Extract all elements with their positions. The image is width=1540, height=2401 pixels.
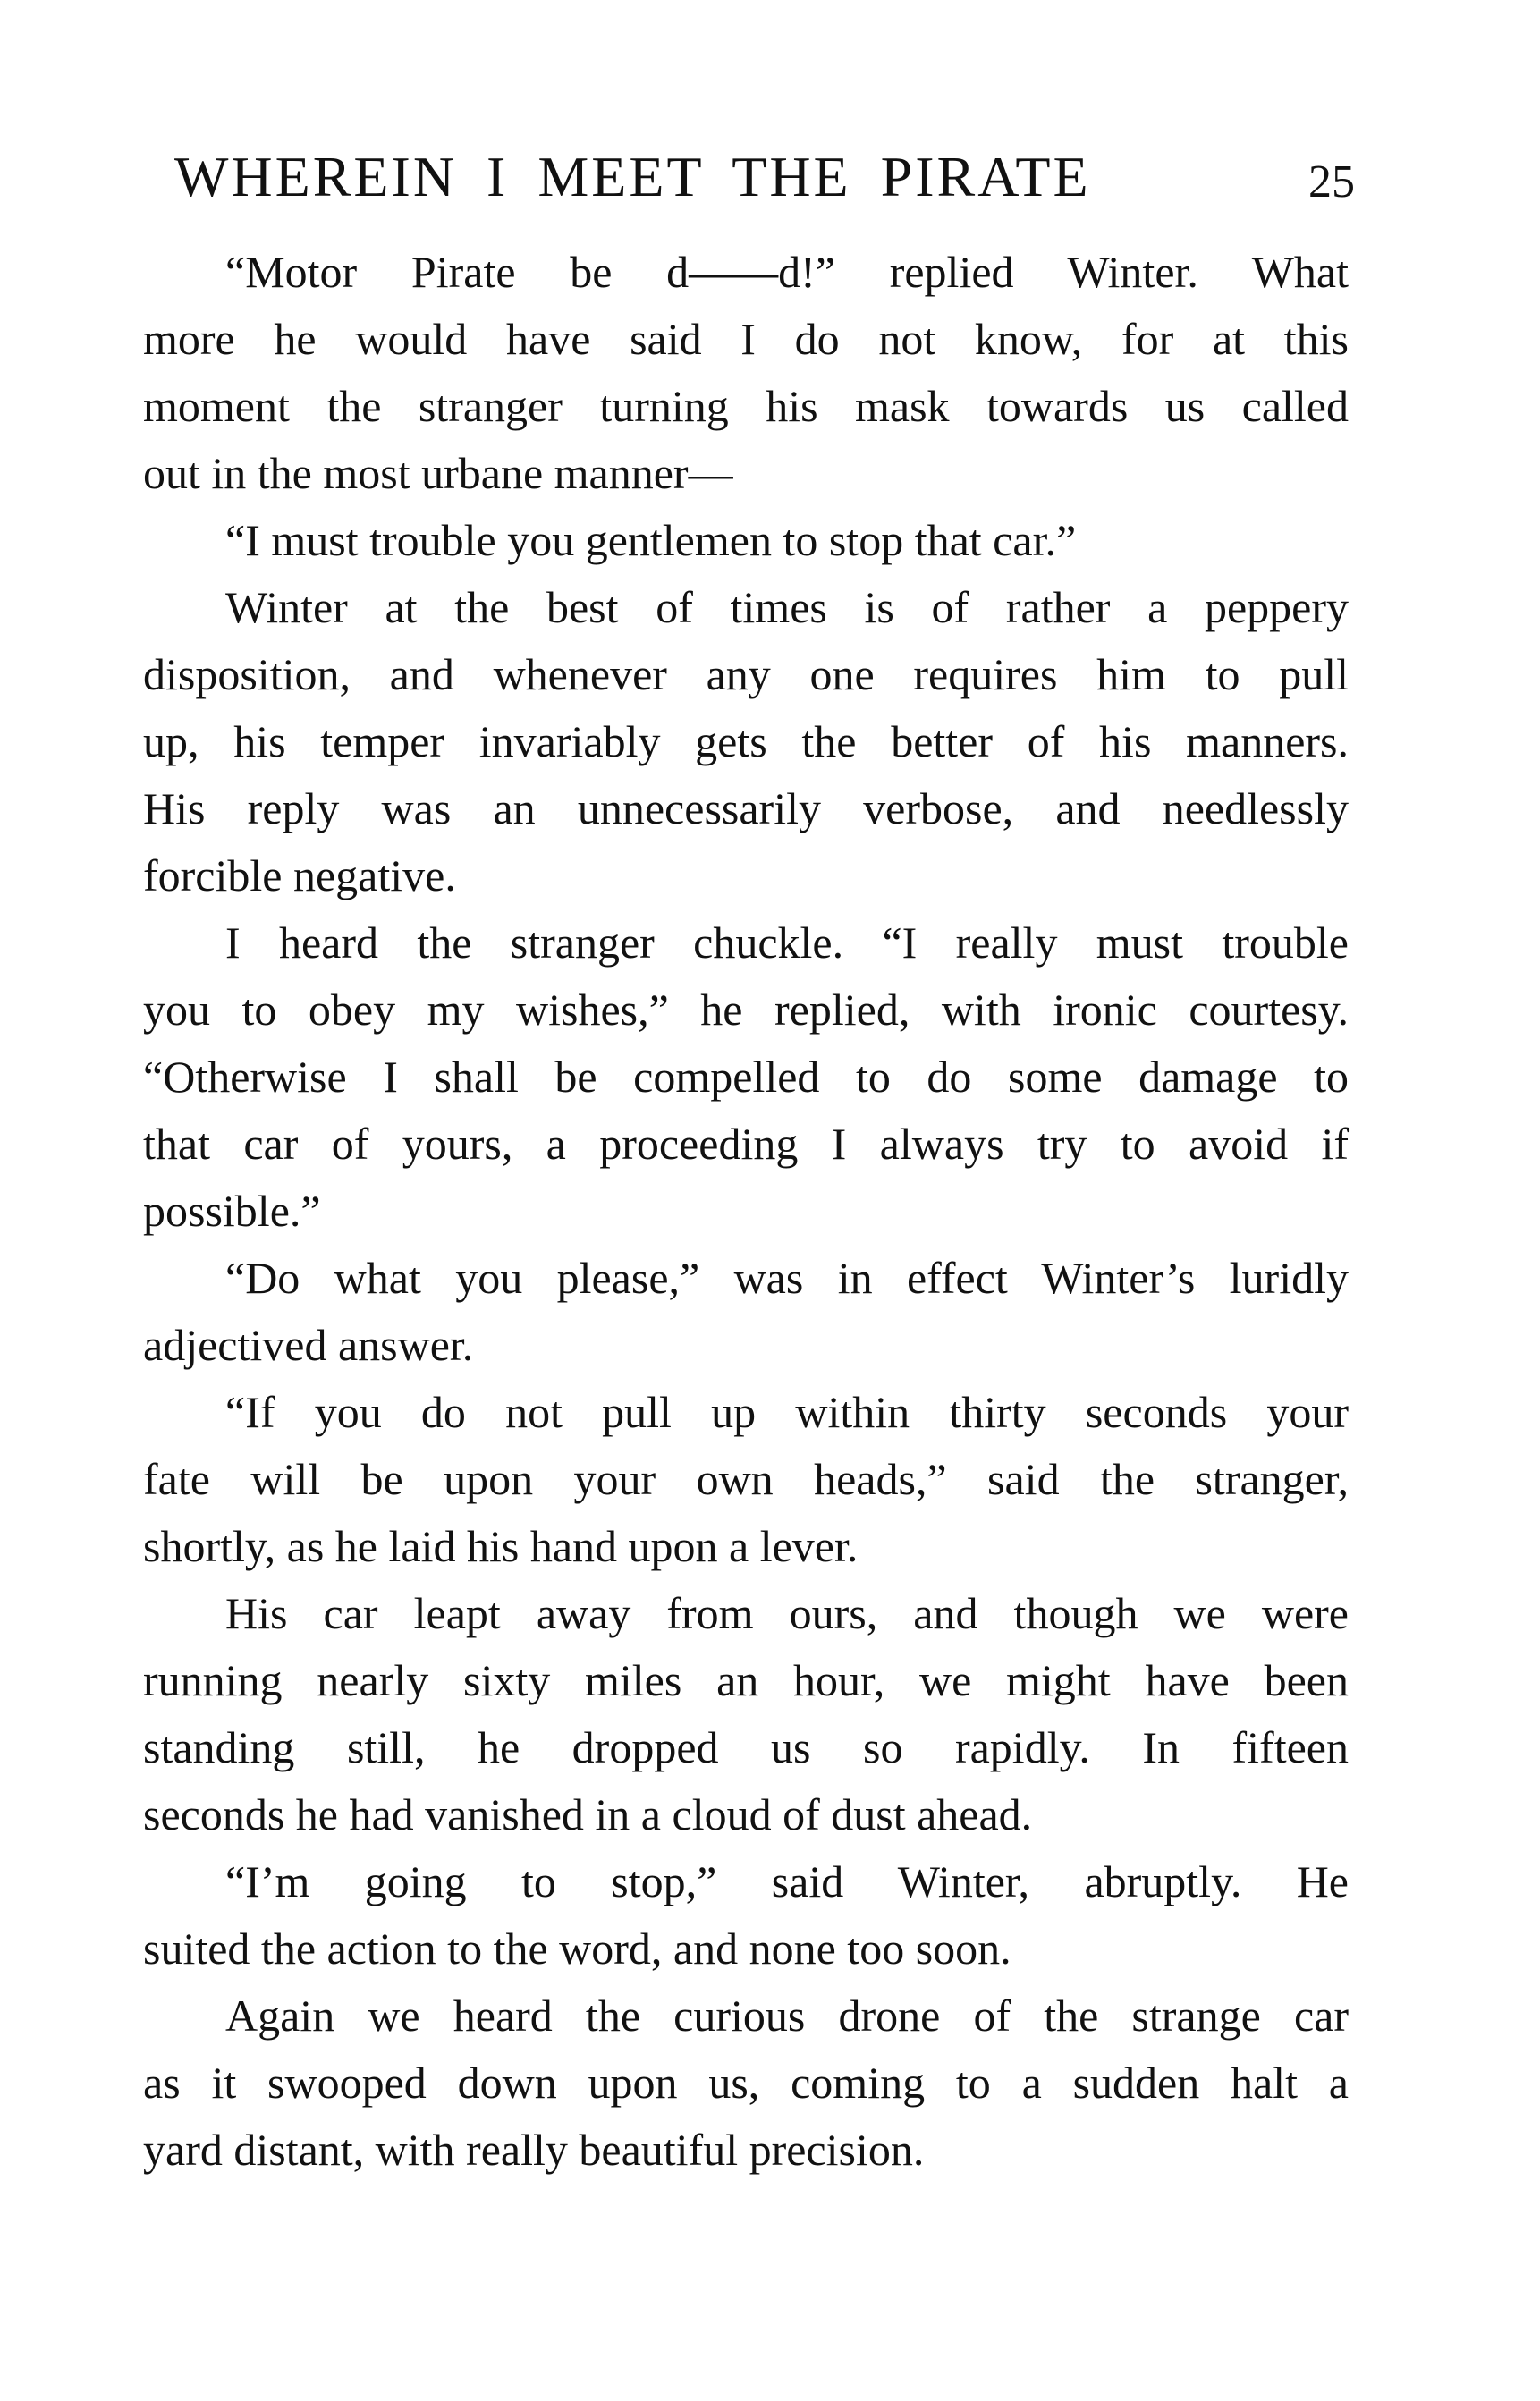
text-line: I heard the stranger chuckle. “I really must trouble [225, 917, 1349, 968]
text-line: His car leapt away from ours, and though we were [225, 1588, 1349, 1638]
text-line: up, his temper invariably gets the better of his manners. [143, 716, 1349, 766]
text-line: “Motor Pirate be d——d!” replied Winter. What [225, 247, 1349, 297]
text-line: His reply was an unnecessarily verbose, and needlessly [143, 783, 1349, 833]
text-line: yard distant, with really beautiful precision. [143, 2125, 925, 2175]
text-line: running nearly sixty miles an hour, we might have been [143, 1655, 1349, 1705]
running-title: WHEREIN I MEET THE PIRATE [174, 145, 1091, 208]
text-line: moment the stranger turning his mask towards us called [143, 381, 1349, 431]
text-line: that car of yours, a proceeding I always try to avoid if [143, 1119, 1349, 1169]
text-line: suited the action to the word, and none too soon. [143, 1923, 1011, 1974]
text-line: disposition, and whenever any one requires him to pull [143, 649, 1349, 699]
text-line: out in the most urbane manner— [143, 448, 733, 498]
text-line: adjectived answer. [143, 1320, 474, 1370]
paragraph [143, 1245, 1349, 1379]
paragraph [143, 1580, 1349, 1848]
text-line: fate will be upon your own heads,” said the stranger, [143, 1454, 1349, 1504]
paragraph [143, 239, 1349, 507]
paragraph [143, 574, 1349, 909]
page-number: 25 [1308, 156, 1355, 207]
paragraph [143, 1379, 1349, 1580]
paragraph [143, 1848, 1349, 1983]
text-line: Again we heard the curious drone of the strange car [225, 1991, 1349, 2041]
text-line: you to obey my wishes,” he replied, with ironic courtesy. [143, 985, 1349, 1035]
text-line: “Otherwise I shall be compelled to do some damage to [143, 1052, 1349, 1102]
text-line: standing still, he dropped us so rapidly. In fifteen [143, 1722, 1349, 1772]
body-text [143, 239, 1349, 2184]
text-line: as it swooped down upon us, coming to a sudden halt a [143, 2058, 1349, 2108]
text-line: possible.” [143, 1186, 321, 1236]
paragraph [143, 1983, 1349, 2184]
page-header [174, 141, 1355, 213]
paragraph [143, 909, 1349, 1245]
text-line: Winter at the best of times is of rather a peppery [225, 582, 1349, 632]
text-line: shortly, as he laid his hand upon a lever. [143, 1521, 859, 1571]
text-line: “Do what you please,” was in effect Winter’s luridly [225, 1253, 1349, 1303]
text-line: seconds he had vanished in a cloud of dust ahead. [143, 1789, 1033, 1839]
text-line: “I must trouble you gentlemen to stop that car.” [225, 515, 1077, 565]
text-line: “I’m going to stop,” said Winter, abruptly. He [225, 1856, 1349, 1906]
paragraph [143, 507, 1349, 574]
text-line: “If you do not pull up within thirty seconds your [225, 1387, 1349, 1437]
text-line: forcible negative. [143, 850, 456, 900]
text-line: more he would have said I do not know, for at this [143, 314, 1349, 364]
